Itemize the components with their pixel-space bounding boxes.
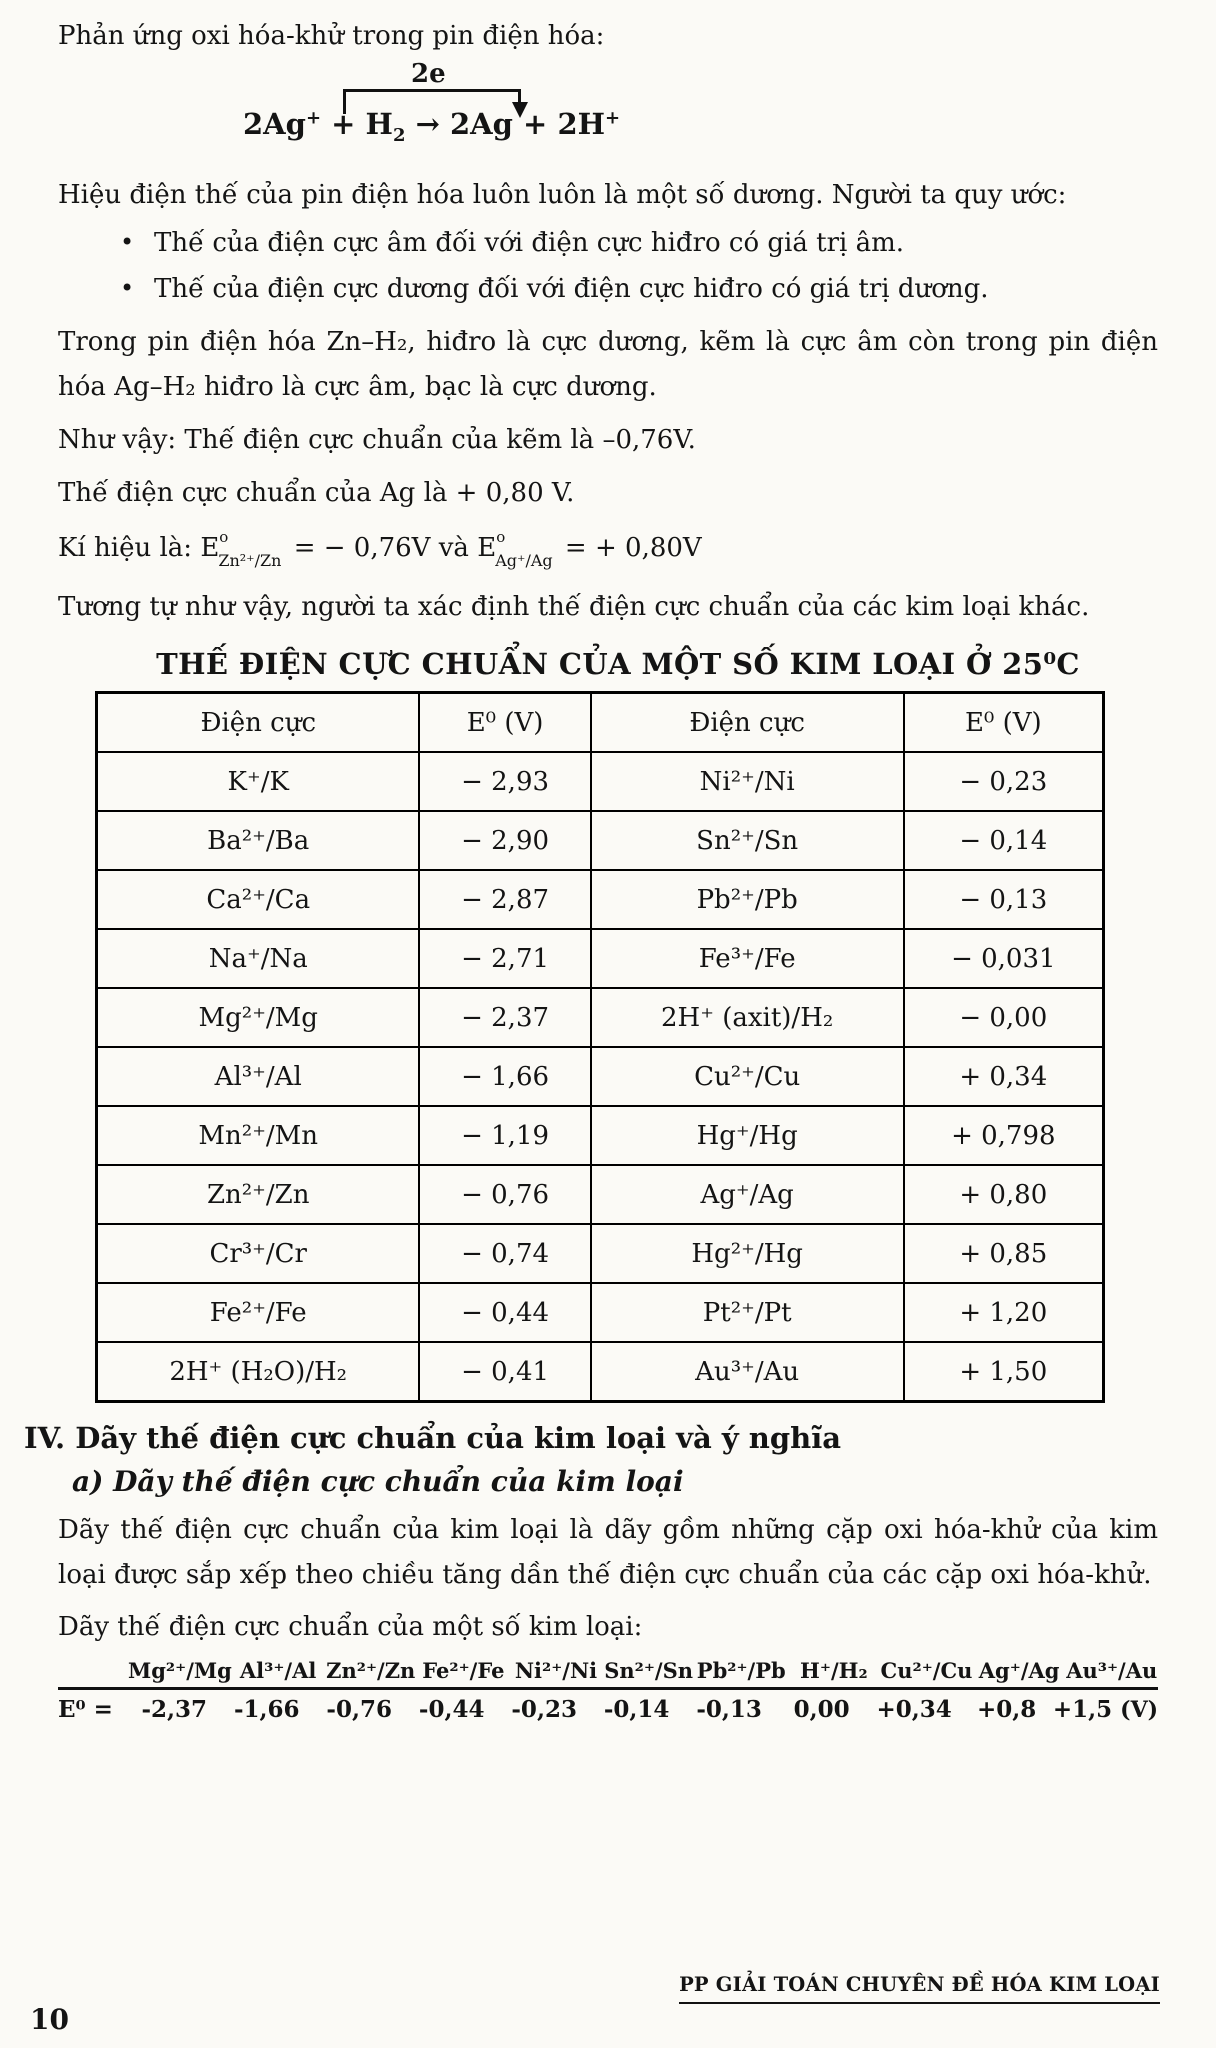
- cell-potential: + 0,85: [904, 1224, 1104, 1283]
- notation-prefix: Kí hiệu là:: [58, 533, 193, 564]
- conjunction: và: [438, 533, 469, 564]
- cell-potential: + 1,50: [904, 1342, 1104, 1402]
- table-row: [97, 1106, 1104, 1165]
- charge-superscript: +: [305, 107, 322, 129]
- cell-electrode: Cu²⁺/Cu: [591, 1047, 904, 1106]
- equation-term: + H: [321, 106, 393, 141]
- cell-potential: − 0,14: [904, 811, 1104, 870]
- paragraph-silver-potential: Thế điện cực chuẩn của Ag là + 0,80 V.: [58, 477, 575, 508]
- cell-potential: − 0,13: [904, 870, 1104, 929]
- cell-potential: − 0,41: [419, 1342, 590, 1402]
- cell-potential: − 2,90: [419, 811, 590, 870]
- series-couple: Ag⁺/Ag: [978, 1657, 1060, 1683]
- paragraph-zn-ag-cells: Trong pin điện hóa Zn–H₂, hiđro là cực dương, kẽm là cực âm còn trong pin điện hóa Ag–H₂ hiđro là cực âm, bạc là cực dương.: [58, 327, 1158, 403]
- convention-list: [58, 221, 1158, 312]
- series-couples-row: [58, 1658, 1158, 1690]
- equation-term: → 2Ag + 2H: [405, 106, 606, 141]
- cell-potential: − 1,19: [419, 1106, 590, 1165]
- standard-potential-symbol-zn: [200, 528, 285, 571]
- series-value: -2,37: [141, 1695, 208, 1723]
- cell-electrode: Pt²⁺/Pt: [591, 1283, 904, 1342]
- formula-subscript: 2: [392, 124, 406, 146]
- subsection-heading: a) Dãy thế điện cực chuẩn của kim loại: [72, 1465, 684, 1499]
- bullet-text: Thế của điện cực âm đối với điện cực hiđro có giá trị âm.: [154, 228, 905, 259]
- cell-electrode: Mn²⁺/Mn: [97, 1106, 420, 1165]
- cell-electrode: Ag⁺/Ag: [591, 1165, 904, 1224]
- bullet-text: Thế của điện cực dương đối với điện cực hiđro có giá trị dương.: [154, 273, 989, 304]
- table-row: [97, 1283, 1104, 1342]
- electrochemical-series: [58, 1658, 1158, 1723]
- col-header-electrode: Điện cực: [97, 693, 420, 753]
- cell-potential: + 1,20: [904, 1283, 1104, 1342]
- cell-electrode: Hg⁺/Hg: [591, 1106, 904, 1165]
- degree-superscript: o: [219, 528, 229, 547]
- degree-superscript: o: [496, 528, 506, 547]
- list-item: [120, 267, 1158, 313]
- cell-potential: − 0,00: [904, 988, 1104, 1047]
- cell-potential: − 2,87: [419, 870, 590, 929]
- cell-electrode: 2H⁺ (H₂O)/H₂: [97, 1342, 420, 1402]
- bullet-icon: •: [120, 273, 135, 302]
- series-couple: H⁺/H₂: [800, 1657, 868, 1683]
- table-row: [97, 1047, 1104, 1106]
- cell-potential: + 0,80: [904, 1165, 1104, 1224]
- list-item: [120, 221, 1158, 267]
- intro-line: Phản ứng oxi hóa-khử trong pin điện hóa:: [58, 21, 605, 51]
- paragraph-similarly: Tương tự như vậy, người ta xác định thế điện cực chuẩn của các kim loại khác.: [58, 591, 1090, 622]
- cell-electrode: Al³⁺/Al: [97, 1047, 420, 1106]
- redox-equation-block: [243, 58, 863, 167]
- page-number: 10: [30, 2003, 69, 2036]
- cell-potential: + 0,34: [904, 1047, 1104, 1106]
- series-couple: Cu²⁺/Cu: [880, 1657, 973, 1683]
- cell-potential: − 1,66: [419, 1047, 590, 1106]
- table-header-row: [97, 693, 1104, 753]
- col-header-potential: E⁰ (V): [904, 693, 1104, 753]
- cell-potential: − 2,37: [419, 988, 590, 1047]
- cell-electrode: Cr³⁺/Cr: [97, 1224, 420, 1283]
- series-couple: Sn²⁺/Sn: [604, 1657, 694, 1683]
- series-value-last: [1053, 1696, 1158, 1723]
- table-row: [97, 1165, 1104, 1224]
- col-header-potential: E⁰ (V): [419, 693, 590, 753]
- series-value: 0,00: [793, 1695, 850, 1723]
- series-value: -0,76: [326, 1695, 392, 1723]
- table-title: THẾ ĐIỆN CỰC CHUẨN CỦA MỘT SỐ KIM LOẠI Ở 25⁰C: [156, 647, 1080, 682]
- table-row: [97, 929, 1104, 988]
- series-couple: Mg²⁺/Mg: [128, 1657, 232, 1683]
- series-couple: Al³⁺/Al: [239, 1657, 317, 1683]
- table-row: [97, 811, 1104, 870]
- electrode-potential-table: [95, 691, 1105, 1403]
- cell-electrode: Fe³⁺/Fe: [591, 929, 904, 988]
- paragraph-convention: Hiệu điện thế của pin điện hóa luôn luôn là một số dương. Người ta quy ước:: [58, 179, 1067, 210]
- series-couple: Ni²⁺/Ni: [514, 1657, 598, 1683]
- equation-term: 2Ag: [243, 106, 306, 141]
- zn-potential-value: = − 0,76V: [293, 533, 431, 564]
- series-couple: Pb²⁺/Pb: [696, 1657, 786, 1683]
- table-row: [97, 870, 1104, 929]
- series-value: -0,13: [696, 1695, 762, 1723]
- cell-electrode: Ca²⁺/Ca: [97, 870, 420, 929]
- cell-electrode: Pb²⁺/Pb: [591, 870, 904, 929]
- cell-potential: − 0,23: [904, 752, 1104, 811]
- e-symbol: E: [477, 533, 497, 564]
- cell-electrode: K⁺/K: [97, 752, 420, 811]
- cell-electrode: Sn²⁺/Sn: [591, 811, 904, 870]
- running-footer: PP GIẢI TOÁN CHUYÊN ĐỀ HÓA KIM LOẠI: [679, 1973, 1160, 2004]
- cell-potential: − 0,74: [419, 1224, 590, 1283]
- series-e-prefix: E⁰ =: [58, 1695, 113, 1723]
- cell-potential: − 0,44: [419, 1283, 590, 1342]
- cell-potential: − 0,76: [419, 1165, 590, 1224]
- electron-count-label: 2e: [411, 58, 446, 89]
- standard-potential-symbol-ag: [477, 528, 556, 571]
- cell-potential: + 0,798: [904, 1106, 1104, 1165]
- table-row: [97, 1224, 1104, 1283]
- series-value: -0,23: [511, 1695, 577, 1723]
- table-row: [97, 1342, 1104, 1402]
- cell-potential: − 2,93: [419, 752, 590, 811]
- redox-equation: [243, 107, 620, 146]
- notation-line: [58, 523, 1158, 576]
- table-row: [97, 988, 1104, 1047]
- table-row: [97, 752, 1104, 811]
- cell-electrode: Au³⁺/Au: [591, 1342, 904, 1402]
- series-value: -1,66: [233, 1695, 300, 1723]
- paragraph-series-definition: Dãy thế điện cực chuẩn của kim loại là dãy gồm những cặp oxi hóa-khử của kim loại được sắp xếp theo chiều tăng dần thế điện cực chuẩn của các cặp oxi hóa-khử.: [58, 1515, 1158, 1591]
- couple-subscript: Ag⁺/Ag: [495, 551, 553, 571]
- section-heading: IV. Dãy thế điện cực chuẩn của kim loại và ý nghĩa: [24, 1421, 842, 1456]
- series-value: +0,8: [976, 1695, 1037, 1723]
- series-values-row: [58, 1690, 1158, 1723]
- cell-electrode: 2H⁺ (axit)/H₂: [591, 988, 904, 1047]
- cell-electrode: Na⁺/Na: [97, 929, 420, 988]
- col-header-electrode: Điện cực: [591, 693, 904, 753]
- cell-electrode: Hg²⁺/Hg: [591, 1224, 904, 1283]
- e-symbol: E: [200, 533, 220, 564]
- series-value: -0,14: [603, 1695, 670, 1723]
- couple-subscript: Zn²⁺/Zn: [218, 551, 282, 571]
- cell-electrode: Ni²⁺/Ni: [591, 752, 904, 811]
- bullet-icon: •: [120, 228, 135, 257]
- series-couple: Zn²⁺/Zn: [326, 1657, 416, 1683]
- charge-superscript: +: [605, 107, 621, 129]
- series-couple: Fe²⁺/Fe: [422, 1657, 505, 1683]
- series-couple: Au³⁺/Au: [1066, 1657, 1158, 1683]
- ag-potential-value: = + 0,80V: [564, 533, 702, 564]
- series-value: -0,44: [418, 1695, 485, 1723]
- series-value: +0,34: [876, 1695, 952, 1723]
- series-unit: (V): [1120, 1696, 1159, 1723]
- cell-electrode: Zn²⁺/Zn: [97, 1165, 420, 1224]
- series-intro-line: Dãy thế điện cực chuẩn của một số kim loại:: [58, 1611, 643, 1642]
- cell-electrode: Ba²⁺/Ba: [97, 811, 420, 870]
- cell-potential: − 2,71: [419, 929, 590, 988]
- cell-potential: − 0,031: [904, 929, 1104, 988]
- cell-electrode: Mg²⁺/Mg: [97, 988, 420, 1047]
- paragraph-zinc-potential: Như vậy: Thế điện cực chuẩn của kẽm là –0,76V.: [58, 424, 696, 455]
- series-value: +1,5: [1052, 1695, 1113, 1723]
- cell-electrode: Fe²⁺/Fe: [97, 1283, 420, 1342]
